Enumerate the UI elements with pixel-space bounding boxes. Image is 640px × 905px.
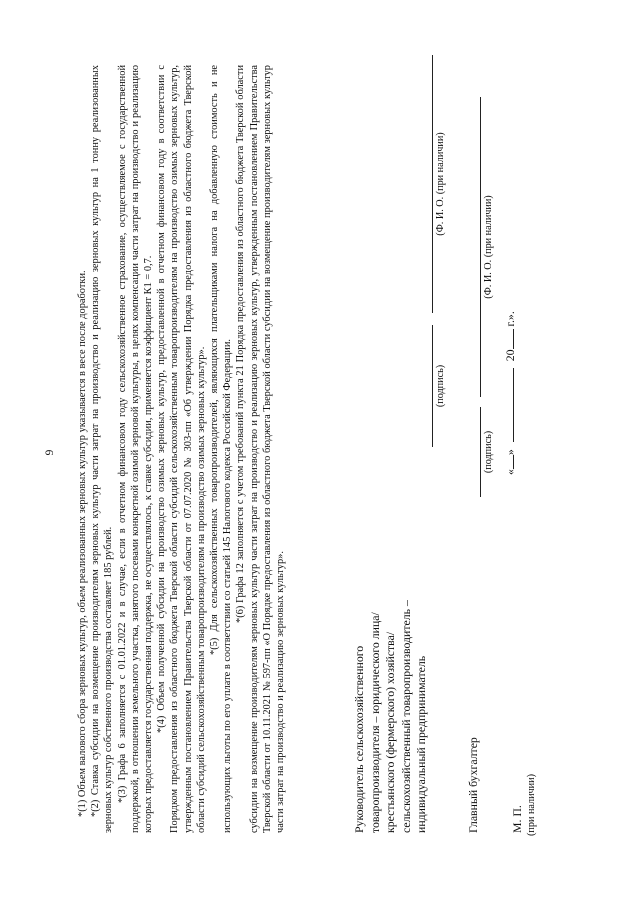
head-title-line: крестьянского (фермерского) хозяйства/	[383, 631, 398, 833]
date-year-prefix: 20	[503, 349, 517, 362]
footnotes	[76, 65, 287, 833]
head-signature-caption: (подпись)	[435, 364, 446, 408]
accountant-signature-caption: (подпись)	[483, 430, 494, 474]
stamp-note: (при наличии)	[526, 774, 537, 836]
accountant-signature-line	[480, 407, 481, 497]
footnote-6: *(6) Графа 12 заполняется с учетом требований пункта 21 Порядка предоставления из областного бюджета Тверской области субсидии на возмещение производителям зерновых культур части затрат на производство и реализацию зерновых культур, утвержденным постановлением Правительства Тверской области от 10.11.2021 № 597-пп «О Порядке предоставления из областного бюджета Тверской области субсидии на возмещение производителям зерновых культур части затрат на производство и реализацию зерновых культур».	[235, 65, 287, 833]
head-fio-line	[432, 55, 433, 313]
date-day-blank	[502, 455, 514, 469]
page-number: 9	[44, 449, 56, 456]
head-title-line: сельскохозяйственный товаропроизводитель –	[398, 600, 413, 833]
head-fio-caption: (Ф. И. О. (при наличии)	[435, 132, 446, 236]
stamp-label: М. П.	[510, 805, 524, 833]
footnote-1: *(1) Объем валового сбора зерновых культур, объем реализованных зерновых культур указывается в весе после доработки.	[77, 270, 88, 817]
date-close-quote: »	[503, 449, 517, 456]
footnote-3: *(3) Графа 6 заполняется с 01.01.2022 и в случае, если в отчетном финансовом году сельскохозяйственное страхование, осуществляемое с государственной поддержкой, в отношении земельного участка, занятого посевами конкретной озимой зерновой культуры, в целях компенсации части затрат на производство и реализацию которых предоставляется государственная поддержка, не осуществлялось, к ставке субсидии, применяется коэффициент К1 = 0,7.	[116, 65, 155, 833]
head-title-line: товаропроизводителя – юридического лица/	[367, 612, 382, 833]
date-month-blank	[502, 368, 514, 442]
head-title	[352, 533, 430, 833]
accountant-fio-caption: (Ф. И. О. (при наличии)	[483, 195, 494, 299]
footnote-5: *(5) Для сельскохозяйственных товаропроизводителей, являющихся плательщиками налога на добавленную стоимость и не использующих льготы по его уплате в соответствии со статьей 145 Налогового кодекса Российской Федерации.	[209, 65, 234, 833]
date-field	[502, 311, 518, 475]
date-open-quote: «	[503, 469, 517, 475]
head-title-line: Руководитель сельскохозяйственного	[352, 645, 366, 833]
head-signature-line	[432, 325, 433, 447]
footnote-2: *(2) Ставка субсидии на возмещение производителям зерновых культур части затрат на производство и реализацию зерновых культур на 1 тонну реализованных зерновых культур собственного производства составляет 185 рублей.	[90, 65, 115, 833]
date-year-suffix: г.».	[503, 311, 517, 327]
footnote-4: *(4) Объем полученной субсидии на производство озимых зерновых культур, предоставленной в отчетном финансовом году в соответствии с Порядком предоставления из областного бюджета Тверской области субсидий сельскохозяйственным товаропроизводителям на производство озимых зерновых культур, утвержденным постановлением Правительства Тверской области от 07.07.2020 № 303-пп «Об утверждении Порядка предоставления из областного бюджета Тверской области субсидий сельскохозяйственным товаропроизводителям на производство озимых зерновых культур».	[156, 65, 207, 833]
accountant-fio-line	[480, 97, 481, 397]
chief-accountant-label: Главный бухгалтер	[466, 737, 480, 833]
date-year-blank	[502, 329, 514, 349]
head-title-line: индивидуальный предприниматель	[414, 655, 429, 833]
